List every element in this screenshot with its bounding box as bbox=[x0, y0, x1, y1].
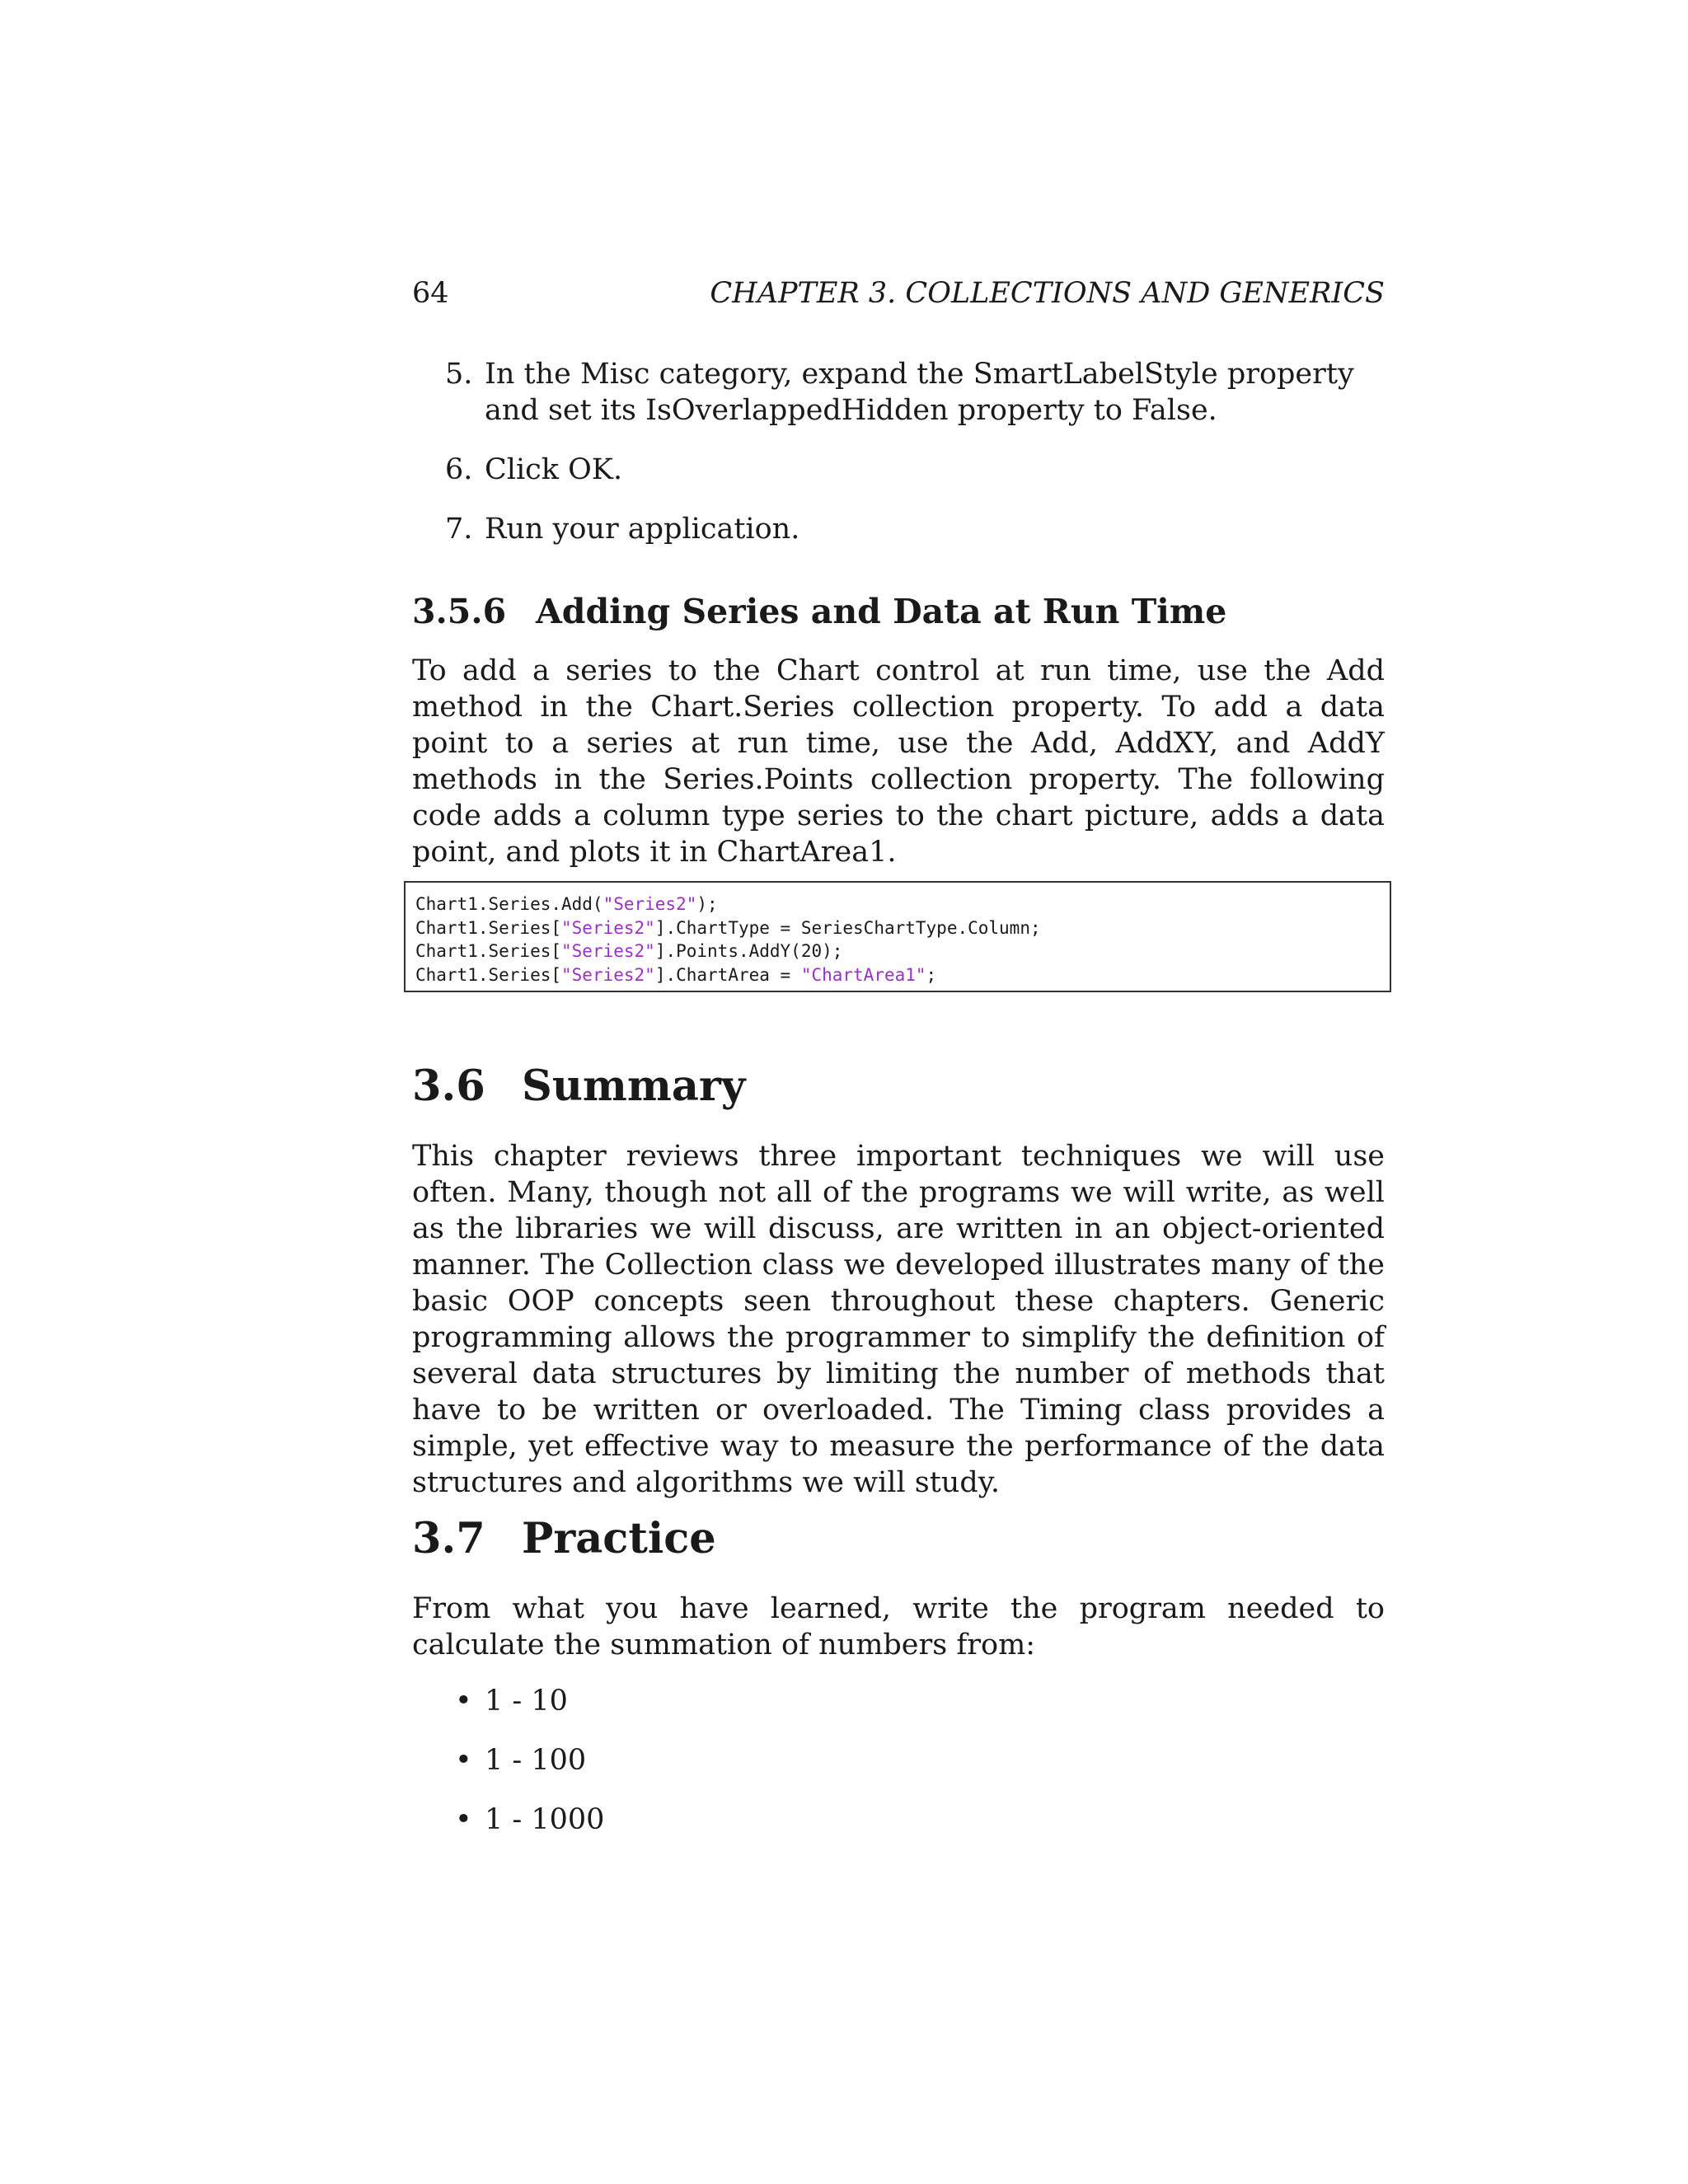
subsection-title: Adding Series and Data at Run Time bbox=[536, 592, 1227, 631]
section-title: Summary bbox=[522, 1062, 746, 1111]
bullet-icon: • bbox=[455, 1685, 472, 1718]
list-item bbox=[412, 356, 1385, 429]
section-title: Practice bbox=[522, 1514, 716, 1563]
code-string: "Series2" bbox=[561, 964, 655, 985]
step-number: 7. bbox=[445, 513, 473, 546]
step-text: Click OK. bbox=[485, 453, 623, 486]
list-item bbox=[412, 1802, 1385, 1838]
bullet-text: 1 - 1000 bbox=[485, 1803, 605, 1836]
page-header bbox=[412, 277, 1385, 313]
practice-paragraph: From what you have learned, write the program needed to calculate the summation of numbers from: bbox=[412, 1592, 1385, 1661]
step-number: 5. bbox=[445, 358, 473, 391]
bullet-icon: • bbox=[455, 1803, 472, 1836]
step-text: In the Misc category, expand the SmartLabelStyle property and set its IsOverlappedHidden property to False. bbox=[485, 358, 1354, 427]
bullet-list bbox=[412, 1683, 1385, 1861]
page-number: 64 bbox=[412, 277, 449, 310]
running-head: CHAPTER 3. COLLECTIONS AND GENERICS bbox=[710, 277, 1385, 310]
subsection-heading bbox=[412, 592, 1226, 631]
code-string: "Series2" bbox=[561, 917, 655, 938]
bullet-icon: • bbox=[455, 1744, 472, 1777]
code-line: Chart1.Series.Add("Series2"); bbox=[415, 894, 718, 914]
list-item bbox=[412, 452, 1385, 488]
summary-paragraph: This chapter reviews three important techniques we will use often. Many, though not all of the programs we will write, as well as the libraries we will discuss, are written in an object-oriented manner. The Collection class we developed illustrates many of the basic OOP concepts seen throughout these chapters. Generic programming allows the programmer to simplify the definition of several data structures by limiting the number of methods that have to be written or overloaded. The Timing class provides a simple, yet effective way to measure the performance of the data structures and algorithms we will study. bbox=[412, 1140, 1385, 1499]
code-line: Chart1.Series["Series2"].ChartArea = "ChartArea1"; bbox=[415, 964, 937, 985]
subsection-number: 3.5.6 bbox=[412, 592, 507, 631]
code-string: "Series2" bbox=[603, 894, 697, 914]
code-string: "ChartArea1" bbox=[800, 964, 926, 985]
code-listing bbox=[404, 881, 1391, 992]
bullet-text: 1 - 10 bbox=[485, 1685, 568, 1718]
list-item bbox=[412, 511, 1385, 547]
step-list bbox=[412, 356, 1385, 570]
subsection-paragraph: To add a series to the Chart control at run time, use the Add method in the Chart.Series collection property. To add a data point to a series at run time, use the Add, AddXY, and AddY methods in the Series.Points collection property. The following code adds a column type series to the chart picture, adds a data point, and plots it in ChartArea1. bbox=[412, 654, 1385, 869]
section-heading-practice bbox=[412, 1514, 716, 1563]
section-heading-summary bbox=[412, 1062, 745, 1111]
step-number: 6. bbox=[445, 453, 473, 486]
section-number: 3.6 bbox=[412, 1062, 485, 1111]
code-line: Chart1.Series["Series2"].Points.AddY(20); bbox=[415, 941, 843, 961]
code-line: Chart1.Series["Series2"].ChartType = SeriesChartType.Column; bbox=[415, 917, 1041, 938]
bullet-text: 1 - 100 bbox=[485, 1744, 587, 1777]
code-string: "Series2" bbox=[561, 941, 655, 961]
section-number: 3.7 bbox=[412, 1514, 485, 1563]
step-text: Run your application. bbox=[485, 513, 800, 546]
list-item bbox=[412, 1742, 1385, 1779]
list-item bbox=[412, 1683, 1385, 1719]
